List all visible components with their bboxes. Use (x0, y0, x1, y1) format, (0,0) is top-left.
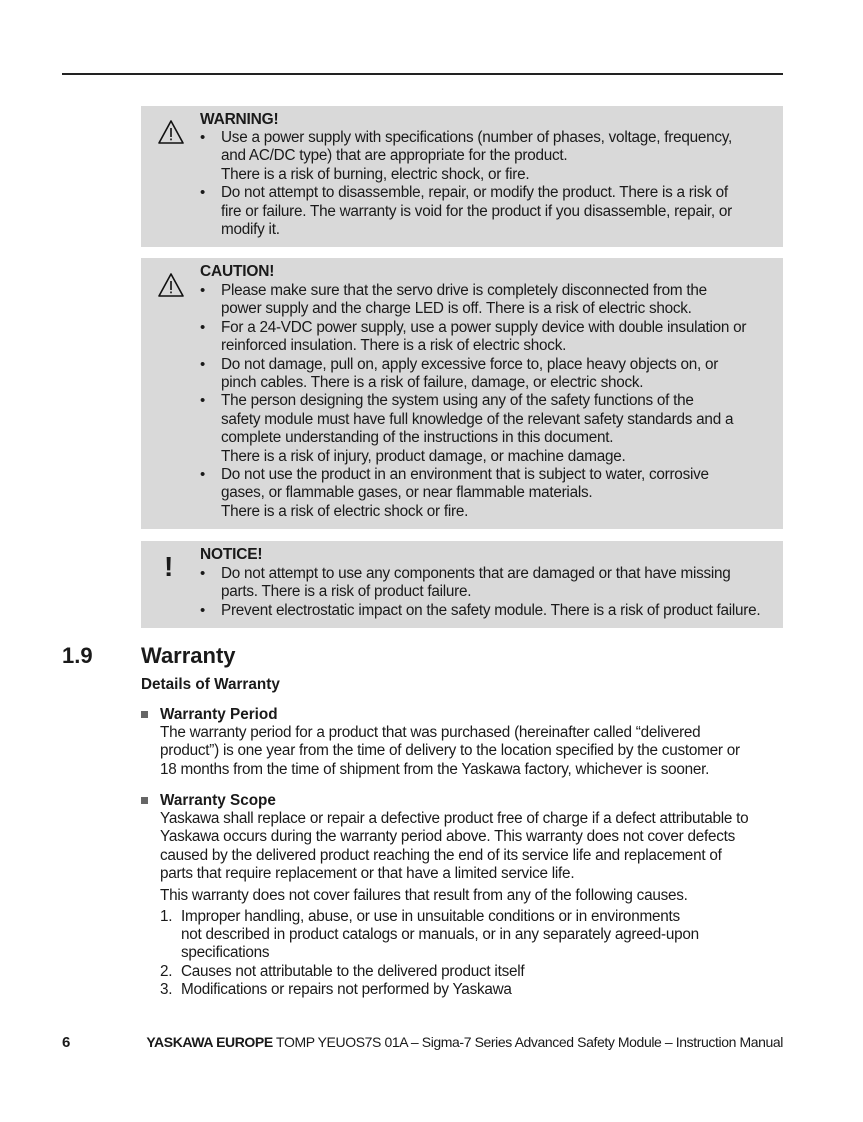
caution-item: • Do not use the product in an environment that is subject to water, corrosive gases, or flammable gases, or near flammable materials. There is a risk of electric shock or fire. (200, 466, 777, 521)
warranty-scope-heading: Warranty Scope (160, 792, 276, 809)
warranty-scope-text: Yaskawa shall replace or repair a defective product free of charge if a defect attributable to Yaskawa occurs during the warranty period above. This warranty does not cover defects caused by the delivered product reaching the end of its service life and replacement of parts that require replacement or that have a limited service life. (160, 810, 749, 883)
list-item: 3. Modifications or repairs not performed by Yaskawa (160, 980, 512, 998)
notice-item: • Prevent electrostatic impact on the safety module. There is a risk of product failure. (200, 602, 777, 620)
warning-item: • Do not attempt to disassemble, repair, or modify the product. There is a risk of fire or failure. The warranty is void for the product if you disassemble, repair, or modify it. (200, 184, 777, 239)
footer-doc-title: TOMP YEUOS7S 01A – Sigma-7 Series Advanced Safety Module – Instruction Manual (272, 1034, 783, 1050)
caution-item: • The person designing the system using any of the safety functions of the safety module must have full knowledge of the relevant safety standards and a complete understanding of the instructions in this document. There is a risk of injury, product damage, or machine damage. (200, 392, 777, 466)
notice-title: NOTICE! (200, 546, 263, 563)
footer-text (146, 1034, 783, 1050)
warning-item: • Use a power supply with specifications (number of phases, voltage, frequency, and AC/DC type) that are appropriate for the product. There is a risk of burning, electric shock, or fire. (200, 129, 777, 184)
square-bullet-icon (141, 711, 148, 718)
warning-box (141, 106, 783, 247)
caution-item: • For a 24-VDC power supply, use a power supply device with double insulation or reinforced insulation. There is a risk of electric shock. (200, 319, 777, 356)
list-item: 1. Improper handling, abuse, or use in unsuitable conditions or in environments not described in product catalogs or manuals, or in any separately agreed-upon specifications (160, 908, 699, 962)
section-title: Warranty (141, 643, 236, 668)
warranty-period-text: The warranty period for a product that was purchased (hereinafter called “delivered product”) is one year from the time of delivery to the location specified by the customer or 18 months from the time of shipment from the Yaskawa factory, whichever is sooner. (160, 724, 740, 778)
caution-title: CAUTION! (200, 263, 275, 280)
warning-list (200, 129, 777, 239)
footer-brand: YASKAWA EUROPE (146, 1034, 273, 1050)
caution-item: • Do not damage, pull on, apply excessive force to, place heavy objects on, or pinch cables. There is a risk of failure, damage, or electric shock. (200, 356, 777, 393)
warranty-scope-intro: This warranty does not cover failures that result from any of the following causes. (160, 887, 688, 904)
section-subtitle: Details of Warranty (141, 676, 280, 693)
section-number: 1.9 (62, 643, 93, 668)
notice-item: • Do not attempt to use any components that are damaged or that have missing parts. There is a risk of product failure. (200, 565, 777, 602)
notice-list (200, 565, 777, 620)
caution-item: • Please make sure that the servo drive is completely disconnected from the power supply and the charge LED is off. There is a risk of electric shock. (200, 282, 777, 319)
square-bullet-icon (141, 797, 148, 804)
warning-title: WARNING! (200, 111, 279, 128)
notice-box (141, 541, 783, 628)
warranty-period-heading: Warranty Period (160, 706, 278, 723)
caution-triangle-icon (157, 271, 185, 299)
exclamation-icon: ! (164, 551, 174, 582)
caution-box (141, 258, 783, 529)
caution-list (200, 282, 777, 521)
causes-list (160, 908, 699, 999)
page-number: 6 (62, 1034, 71, 1051)
warning-triangle-icon (157, 118, 185, 146)
top-rule (62, 73, 783, 75)
list-item: 2. Causes not attributable to the delivered product itself (160, 962, 525, 980)
